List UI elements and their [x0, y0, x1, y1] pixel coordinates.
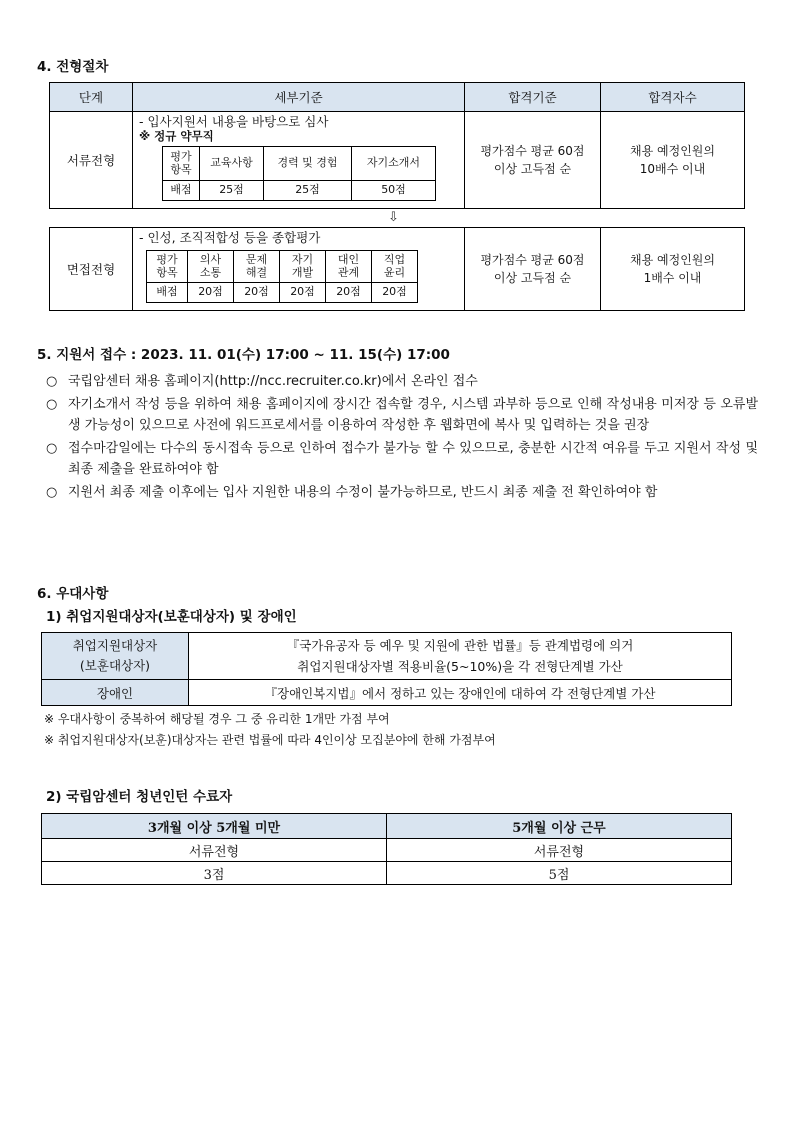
intern-header-3-5-months: 3개월 이상 5개월 미만	[42, 814, 387, 839]
intern-header-5-months: 5개월 이상 근무	[387, 814, 732, 839]
interview-score-interpersonal: 20점	[326, 283, 372, 303]
preference-notes	[44, 709, 496, 751]
list-item	[46, 371, 758, 392]
bullet-text: 접수마감일에는 다수의 동시접속 등으로 인하여 접수가 불가능 할 수 있으므로, 충분한 시간적 여유를 두고 지원서 작성 및 최종 제출을 완료하여야 함	[68, 441, 758, 477]
circle-bullet-icon: ○	[46, 397, 58, 412]
table-row	[42, 862, 732, 885]
intern-stage-5-months: 서류전형	[387, 839, 732, 862]
doc-item-header: 평가 항목	[163, 147, 200, 181]
doc-item-education: 교육사항	[200, 147, 264, 181]
interview-criteria-cell	[133, 228, 465, 311]
interview-row	[50, 228, 745, 311]
intern-header-row	[42, 814, 732, 839]
section-6-sub2-title: 2) 국립암센터 청년인턴 수료자	[46, 789, 233, 805]
circle-bullet-icon: ○	[46, 441, 58, 456]
list-item	[46, 438, 758, 480]
interview-score-communication: 20점	[188, 283, 234, 303]
doc-score-cover-letter: 50점	[352, 181, 436, 201]
header-stage: 단계	[50, 83, 133, 112]
selection-procedure-table	[49, 82, 745, 209]
doc-criteria-cell	[133, 112, 465, 209]
bullet-text: 지원서 최종 제출 이후에는 입사 지원한 내용의 수정이 불가능하므로, 반드시 최종 제출 전 확인하여야 함	[68, 485, 658, 500]
interview-item-header: 평가 항목	[147, 251, 188, 283]
intern-points-3-5-months: 3점	[42, 862, 387, 885]
doc-score-education: 25점	[200, 181, 264, 201]
interview-item-interpersonal: 대인 관계	[326, 251, 372, 283]
intern-points-5-months: 5점	[387, 862, 732, 885]
section-6-sub1-title: 1) 취업지원대상자(보훈대상자) 및 장애인	[46, 609, 297, 625]
interview-item-communication: 의사 소통	[188, 251, 234, 283]
note-line: ※ 취업지원대상자(보훈)대상자는 관련 법률에 따라 4인이상 모집분야에 한해 가점부여	[44, 733, 496, 747]
section-4-title: 4. 전형절차	[37, 59, 109, 75]
interview-table	[49, 227, 745, 311]
doc-screening-row	[50, 112, 745, 209]
interview-criteria-desc: - 인성, 조직적합성 등을 종합평가	[139, 230, 321, 245]
doc-criteria-desc: - 입사지원서 내용을 바탕으로 심사	[139, 114, 329, 129]
interview-score-problem-solving: 20점	[234, 283, 280, 303]
interview-pass-count: 채용 예정인원의 1배수 이내	[601, 228, 745, 311]
section-5-title: 5. 지원서 접수 : 2023. 11. 01(수) 17:00 ~ 11. 15(수) 17:00	[37, 347, 450, 363]
header-pass-criteria: 합격기준	[465, 83, 601, 112]
header-criteria: 세부기준	[133, 83, 465, 112]
list-item	[46, 482, 758, 503]
circle-bullet-icon: ○	[46, 485, 58, 500]
intern-bonus-table	[41, 813, 732, 885]
intern-stage-3-5-months: 서류전형	[42, 839, 387, 862]
doc-item-cover-letter: 자기소개서	[352, 147, 436, 181]
bullet-text: 국립암센터 채용 홈페이지(http://ncc.recruiter.co.kr)에서 온라인 접수	[68, 374, 478, 389]
doc-pass-count: 채용 예정인원의 10배수 이내	[601, 112, 745, 209]
header-pass-count: 합격자수	[601, 83, 745, 112]
preference-label-disabled: 장애인	[42, 680, 189, 706]
interview-score-self-development: 20점	[280, 283, 326, 303]
preference-text-veterans: 『국가유공자 등 예우 및 지원에 관한 법률』등 관계법령에 의거 취업지원대상자별 적용비율(5~10%)을 각 전형단계별 가산	[189, 633, 732, 680]
preference-row-disabled	[42, 680, 732, 706]
doc-scoring-table	[162, 146, 436, 201]
doc-score-experience: 25점	[264, 181, 352, 201]
note-line: ※ 우대사항이 중복하여 해당될 경우 그 중 유리한 1개만 가점 부여	[44, 712, 390, 726]
application-bullet-list	[46, 371, 758, 505]
interview-scoring-table	[146, 250, 418, 303]
section-6-title: 6. 우대사항	[37, 586, 109, 602]
doc-pass-criteria: 평가점수 평균 60점 이상 고득점 순	[465, 112, 601, 209]
interview-item-ethics: 직업 윤리	[372, 251, 418, 283]
bullet-text: 자기소개서 작성 등을 위하여 채용 홈페이지에 장시간 접속할 경우, 시스템 과부하 등으로 인해 작성내용 미저장 등 오류발생 가능성이 있으므로 사전에 워드프로세서를 이용하여 작성한 후 웹화면에 복사 및 입력하는 것을 권장	[68, 397, 758, 433]
table-row	[42, 839, 732, 862]
table-header-row	[50, 83, 745, 112]
preference-row-veterans	[42, 633, 732, 680]
doc-criteria-sub: ※ 정규 약무직	[139, 129, 214, 143]
interview-score-ethics: 20점	[372, 283, 418, 303]
interview-item-problem-solving: 문제 해결	[234, 251, 280, 283]
doc-item-experience: 경력 및 경험	[264, 147, 352, 181]
circle-bullet-icon: ○	[46, 374, 58, 389]
doc-stage-label: 서류전형	[50, 112, 133, 209]
down-arrow-icon: ⇩	[388, 210, 399, 225]
preference-text-disabled: 『장애인복지법』에서 정하고 있는 장애인에 대하여 각 전형단계별 가산	[189, 680, 732, 706]
interview-item-self-development: 자기 개발	[280, 251, 326, 283]
interview-stage-label: 면접전형	[50, 228, 133, 311]
preference-label-veterans: 취업지원대상자 (보훈대상자)	[42, 633, 189, 680]
doc-score-label: 배점	[163, 181, 200, 201]
preference-table	[41, 632, 732, 706]
interview-score-label: 배점	[147, 283, 188, 303]
interview-pass-criteria: 평가점수 평균 60점 이상 고득점 순	[465, 228, 601, 311]
list-item	[46, 394, 758, 436]
